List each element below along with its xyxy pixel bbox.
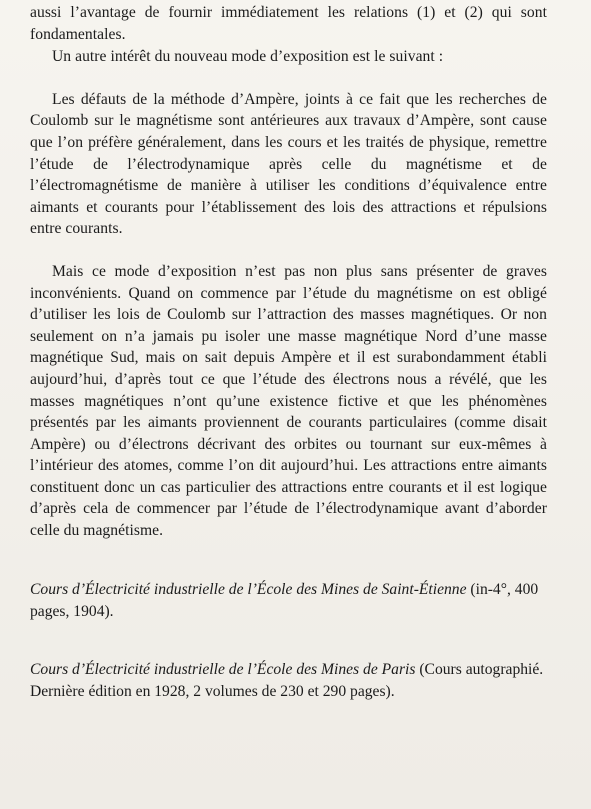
reference-title: Cours d’Électricité industrielle de l’École des Mines de Paris: [30, 660, 416, 678]
reference-details: (in-4°, 400 pages, 1904).: [30, 580, 539, 620]
paragraph-intro: Un autre intérêt du nouveau mode d’exposition est le suivant :: [52, 48, 444, 66]
reference-paris: [30, 659, 547, 703]
paragraph-ampere-defects: Les défauts de la méthode d’Ampère, joints à ce fait que les recherches de Coulomb sur le magnétisme sont antérieures aux travaux d’Ampère, sont cause que l’on préfère généralement, dans les cours et les traités de physique, remettre l’étude de l’électrodynamique après celle du magnétisme et de l’électromagnétisme de manière à utiliser les conditions d’équivalence entre aimants et courants pour l’établissement des lois des attractions et répulsions entre courants.: [30, 90, 547, 238]
paragraph-inconveniences: Mais ce mode d’exposition n’est pas non plus sans présenter de graves inconvénients. Quand on commence par l’étude du magnétisme on est obligé d’utiliser les lois de Coulomb sur l’attraction des masses magnétiques. Or non seulement on n’a jamais pu isoler une masse magnétique Nord d’une masse magnétique Sud, mais on sait depuis Ampère et il est surabondamment établi aujourd’hui, d’après tout ce que l’étude des électrons nous a révélé, que les masses magnétiques n’ont qu’une existence fictive et que les phénomènes présentés par les aimants proviennent de courants particulaires (comme disait Ampère) ou d’électrons décrivant des orbites ou tournant sur eux-mêmes à l’intérieur des atomes, comme l’on dit aujourd’hui. Les attractions entre aimants constituent donc un cas particulier des attractions entre courants et il est logique d’après cela de commencer par l’étude de l’électrodynamique avant d’aborder celle du magnétisme.: [30, 262, 547, 540]
reference-saint-etienne: [30, 579, 547, 623]
reference-title: Cours d’Électricité industrielle de l’École des Mines de Saint-Étienne: [30, 580, 467, 598]
reference-details: (Cours autographié. Dernière édition en 1928, 2 volumes de 230 et 290 pages).: [30, 660, 544, 700]
paragraph-continuation: aussi l’avantage de fournir immédiatement les relations (1) et (2) qui sont fondamentales.: [30, 4, 547, 43]
